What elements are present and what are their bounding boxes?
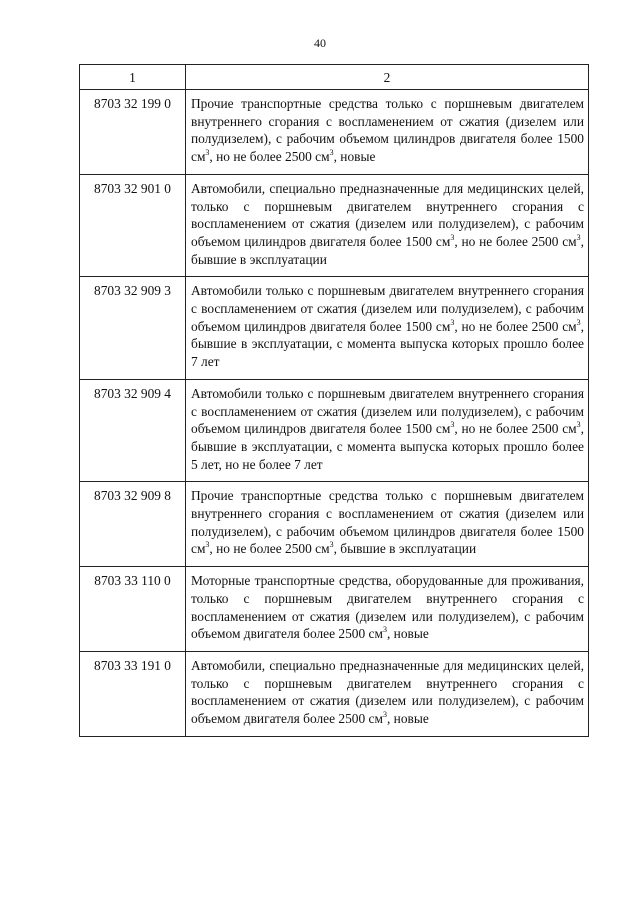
table-row: [80, 174, 589, 277]
superscript: 3: [576, 317, 581, 327]
description-text: , но не более 2500 см: [454, 318, 577, 334]
description-text: Автомобили, специально предназначенные для медицинских целей, только с поршневым двигателем внутреннего сгорания с воспламенением от сжатия (дизелем или полудизелем), с рабочим объемом двигателя более 2500 см: [191, 657, 584, 727]
column-header-description: 2: [186, 65, 589, 90]
description-text: , но не более 2500 см: [209, 149, 330, 165]
tn-ved-code: 8703 32 909 3: [80, 277, 186, 380]
superscript: 3: [450, 420, 455, 430]
superscript: 3: [382, 625, 387, 635]
goods-description: [186, 567, 589, 652]
tn-ved-code: 8703 32 909 4: [80, 379, 186, 482]
goods-description: [186, 277, 589, 380]
superscript: 3: [450, 232, 455, 242]
tn-ved-code: 8703 32 199 0: [80, 90, 186, 175]
goods-description: [186, 482, 589, 567]
description-text: , бывшие в эксплуатации, с момента выпуска которых прошло более 5 лет, но не более 7 лет: [191, 421, 584, 472]
description-text: , но не более 2500 см: [454, 421, 577, 437]
table-row: [80, 482, 589, 567]
description-text: , но не более 2500 см: [209, 541, 330, 557]
superscript: 3: [329, 148, 334, 158]
goods-description: [186, 379, 589, 482]
superscript: 3: [576, 420, 581, 430]
description-text: Автомобили только с поршневым двигателем внутреннего сгорания с воспламенением от сжатия (дизелем или полудизелем), с рабочим объемом цилиндров двигателя более 1500 см: [191, 385, 584, 437]
description-text: , новые: [386, 711, 429, 727]
superscript: 3: [205, 148, 210, 158]
table-row: [80, 90, 589, 175]
goods-description: [186, 90, 589, 175]
table-row: [80, 277, 589, 380]
superscript: 3: [329, 540, 334, 550]
description-text: Автомобили только с поршневым двигателем внутреннего сгорания с воспламенением от сжатия (дизелем или полудизелем), с рабочим объемом цилиндров двигателя более 1500 см: [191, 283, 584, 334]
description-text: , но не более 2500 см: [454, 233, 577, 249]
table-row: [80, 651, 589, 736]
description-text: , новые: [333, 149, 376, 165]
tariff-code-table: [79, 64, 589, 737]
description-text: Прочие транспортные средства только с поршневым двигателем внутреннего сгорания с воспламенением от сжатия (дизелем или полудизелем), с рабочим объемом цилиндров двигателя более 1500 см: [191, 96, 584, 165]
tn-ved-code: 8703 32 901 0: [80, 174, 186, 277]
table-header-row: [80, 65, 589, 90]
description-text: Моторные транспортные средства, оборудованные для проживания, только с поршневым двигателем внутреннего сгорания с воспламенением от сжатия (дизелем или полудизелем), с рабочим объемом двигателя более 2500 см: [191, 573, 584, 642]
superscript: 3: [382, 710, 387, 720]
superscript: 3: [450, 317, 455, 327]
goods-description: [186, 174, 589, 277]
goods-description: [186, 651, 589, 736]
description-text: , новые: [386, 626, 429, 642]
description-text: , бывшие в эксплуатации: [333, 541, 477, 557]
table-row: [80, 379, 589, 482]
description-text: , бывшие в эксплуатации, с момента выпуска которых прошло более 7 лет: [191, 318, 584, 370]
description-text: Прочие транспортные средства только с поршневым двигателем внутреннего сгорания с воспламенением от сжатия (дизелем или полудизелем), с рабочим объемом цилиндров двигателя более 1500 см: [191, 488, 584, 557]
tn-ved-code: 8703 33 191 0: [80, 651, 186, 736]
description-text: , бывшие в эксплуатации: [191, 233, 584, 267]
superscript: 3: [576, 232, 581, 242]
tn-ved-code: 8703 32 909 8: [80, 482, 186, 567]
superscript: 3: [205, 540, 210, 550]
page-number: 40: [314, 36, 326, 50]
table-row: [80, 567, 589, 652]
description-text: Автомобили, специально предназначенные для медицинских целей, только с поршневым двигателем внутреннего сгорания с воспламенением от сжатия (дизелем или полудизелем), с рабочим объемом цилиндров двигателя более 1500 см: [191, 180, 584, 249]
tn-ved-code: 8703 33 110 0: [80, 567, 186, 652]
column-header-code: 1: [80, 65, 186, 90]
